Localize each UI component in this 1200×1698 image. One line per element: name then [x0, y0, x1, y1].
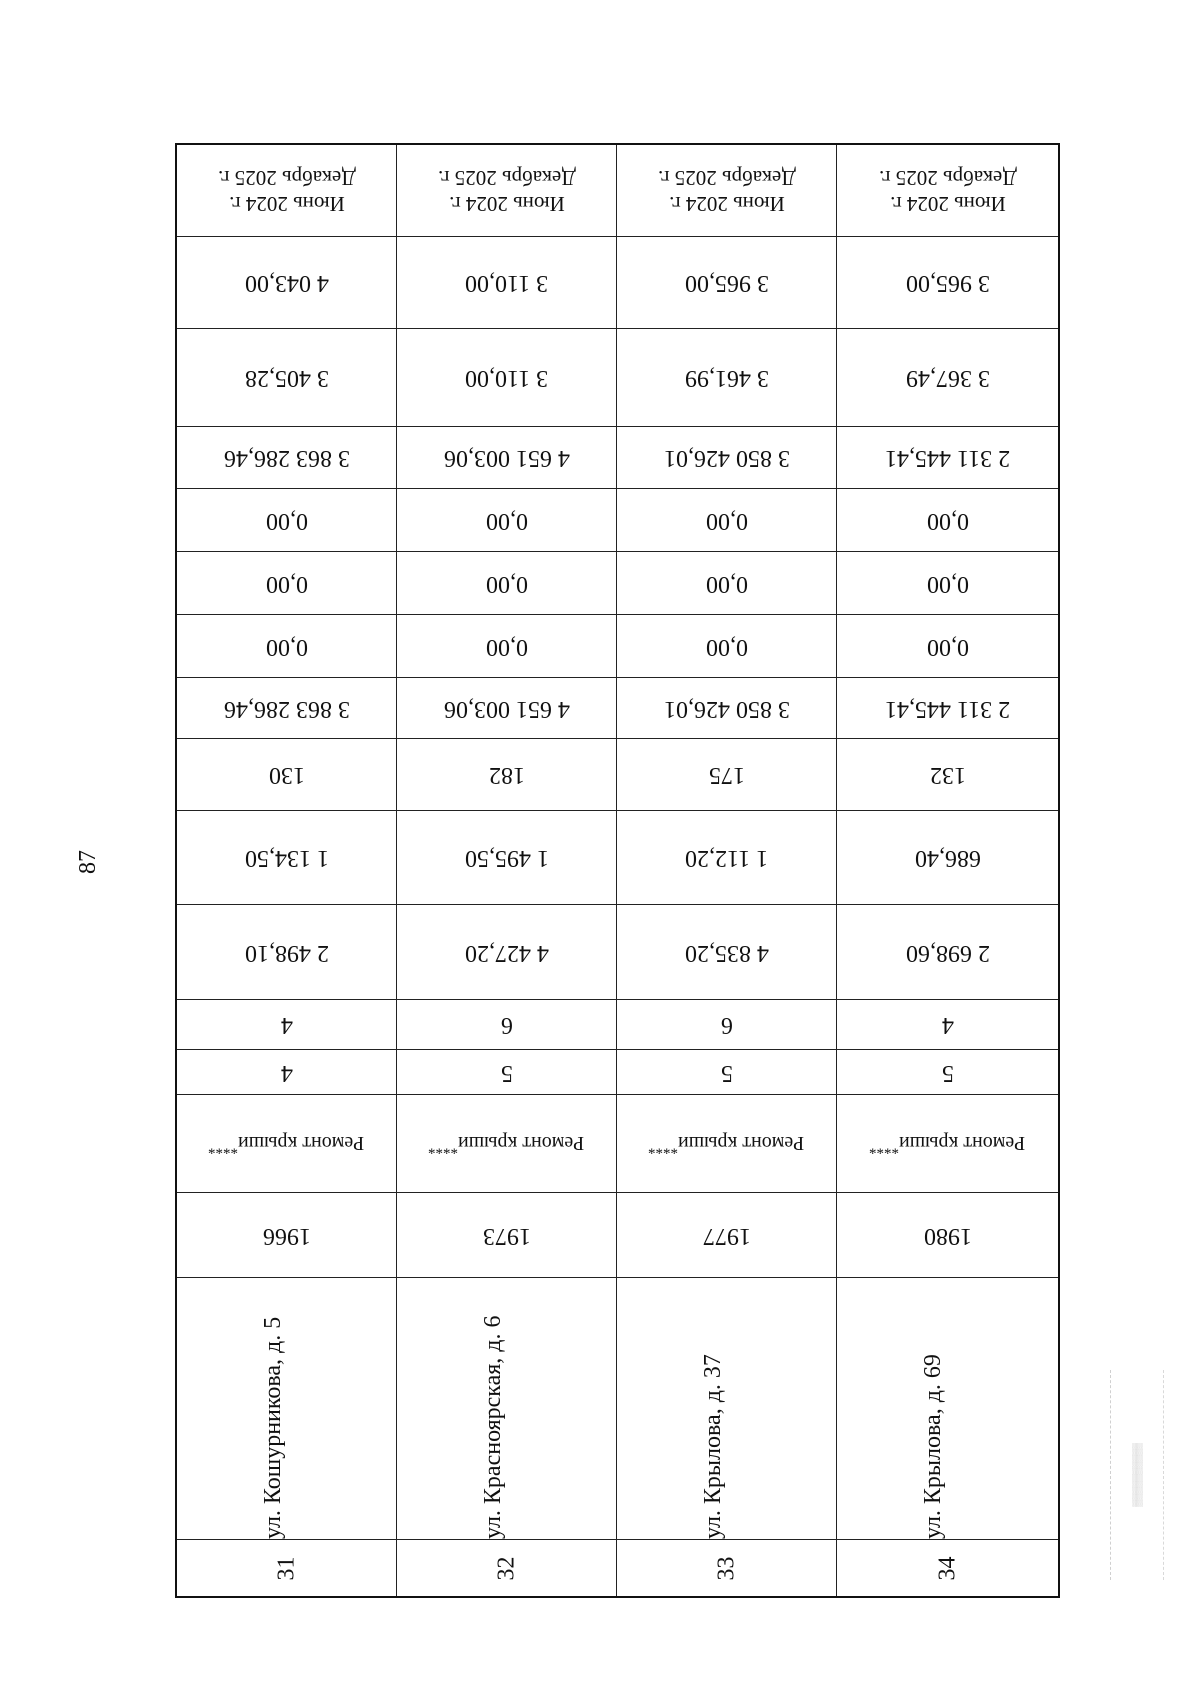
value-cell-c8 [837, 552, 1058, 615]
value-cell-c8 [177, 552, 397, 615]
value-cell-c4 [617, 811, 837, 905]
address-cell [837, 1278, 1058, 1596]
cell-value: 1 112,20 [684, 845, 769, 871]
value-cell-c9 [397, 489, 617, 552]
cell-value: 4 [280, 1059, 293, 1086]
value-cell-c5 [617, 739, 837, 811]
value-cell-c5 [397, 739, 617, 811]
cell-value: 3 863 286,46 [223, 695, 350, 722]
value-cell-c7 [177, 615, 397, 678]
work-type: Ремонт крыши**** [648, 1131, 805, 1157]
cell-value: 3 965,00 [684, 270, 769, 296]
cell-value: 3 850 426,01 [663, 445, 790, 471]
cell-value: 1 495,50 [464, 845, 549, 871]
work-type: Ремонт крыши**** [208, 1131, 365, 1157]
cell-value: 3 110,00 [464, 270, 549, 296]
cell-value: 3 405,28 [244, 365, 329, 391]
commission-year: 1980 [923, 1222, 972, 1249]
period-end: Декабрь 2025 г. [437, 165, 576, 190]
work-type-cell [617, 1095, 837, 1193]
cell-value: 0,00 [705, 633, 748, 660]
work-type-cell [837, 1095, 1058, 1193]
value-cell-c8 [617, 552, 837, 615]
cell-value: 4 427,20 [464, 939, 549, 966]
value-cell-c12 [617, 237, 837, 329]
period-cell [837, 145, 1058, 237]
value-cell-c7 [837, 615, 1058, 678]
value-cell-c6 [397, 678, 617, 739]
cell-value: 5 [500, 1059, 513, 1086]
value-cell-c4 [177, 811, 397, 905]
work-type: Ремонт крыши**** [869, 1131, 1026, 1157]
value-cell-c1 [177, 1050, 397, 1095]
value-cell-c2 [837, 1000, 1058, 1050]
address-cell [177, 1278, 397, 1596]
value-cell-c12 [837, 237, 1058, 329]
cell-value: 4 [941, 1012, 954, 1038]
value-cell-c3 [837, 905, 1058, 1000]
cell-value: 0,00 [926, 633, 969, 660]
cell-value: 3 367,49 [905, 365, 990, 391]
value-cell-c3 [617, 905, 837, 1000]
cell-value: 0,00 [485, 507, 528, 534]
work-type-cell [177, 1095, 397, 1193]
cell-value: 5 [941, 1059, 954, 1086]
cell-value: 0,00 [265, 633, 308, 660]
commission-year: 1977 [702, 1222, 751, 1249]
cell-value: 6 [500, 1012, 513, 1038]
cell-value: 0,00 [705, 570, 748, 597]
value-cell-c2 [617, 1000, 837, 1050]
year-cell [397, 1193, 617, 1278]
cell-value: 0,00 [265, 570, 308, 597]
value-cell-c2 [177, 1000, 397, 1050]
value-cell-c10 [177, 427, 397, 489]
cell-value: 686,40 [914, 845, 981, 871]
cell-value: 1 134,50 [244, 845, 329, 871]
period-start: Июнь 2024 г. [668, 191, 785, 216]
cell-value: 175 [708, 762, 745, 788]
house-address: ул. Крылова, д. 69 [920, 1354, 946, 1539]
value-cell-c6 [177, 678, 397, 739]
address-cell [397, 1278, 617, 1596]
value-cell-c7 [617, 615, 837, 678]
value-cell-c3 [397, 905, 617, 1000]
value-cell-c11 [177, 329, 397, 427]
house-address: ул. Крылова, д. 37 [700, 1354, 726, 1539]
cell-value: 3 965,00 [905, 270, 990, 296]
value-cell-c10 [617, 427, 837, 489]
house-address: ул. Кошурникова, д. 5 [260, 1316, 286, 1539]
period-cell [617, 145, 837, 237]
value-cell-c12 [177, 237, 397, 329]
cell-value: 0,00 [485, 633, 528, 660]
value-cell-c1 [617, 1050, 837, 1095]
roof-repair-table [175, 143, 1060, 1598]
value-cell-c9 [177, 489, 397, 552]
cell-value: 3 863 286,46 [223, 445, 350, 471]
cell-value: 4 043,00 [244, 270, 329, 296]
cell-value: 2 498,10 [244, 939, 329, 966]
period-start: Июнь 2024 г. [228, 191, 345, 216]
cell-value: 3 461,99 [684, 365, 769, 391]
work-footnote-mark: **** [648, 1140, 679, 1157]
value-cell-c8 [397, 552, 617, 615]
value-cell-c1 [397, 1050, 617, 1095]
cell-value: 4 835,20 [684, 939, 769, 966]
house-address: ул. Красноярская, д. 6 [480, 1315, 506, 1539]
address-cell [617, 1278, 837, 1596]
value-cell-c4 [837, 811, 1058, 905]
cell-value: 0,00 [705, 507, 748, 534]
page-number: 87 [74, 850, 101, 874]
cell-value: 132 [929, 762, 966, 788]
value-cell-c11 [617, 329, 837, 427]
cell-value: 4 651 003,06 [443, 445, 570, 471]
year-cell [617, 1193, 837, 1278]
value-cell-c10 [837, 427, 1058, 489]
cell-value: 3 110,00 [464, 365, 549, 391]
period-end: Декабрь 2025 г. [217, 165, 356, 190]
work-type: Ремонт крыши**** [428, 1131, 585, 1157]
value-cell-c11 [397, 329, 617, 427]
cell-value: 2 311 445,41 [884, 695, 1011, 722]
value-cell-c9 [617, 489, 837, 552]
value-cell-c11 [837, 329, 1058, 427]
cell-value: 0,00 [485, 570, 528, 597]
cell-value: 4 [280, 1012, 293, 1038]
value-cell-c6 [617, 678, 837, 739]
cell-value: 5 [720, 1059, 733, 1086]
row-number: 34 [934, 1556, 960, 1580]
row-number: 32 [493, 1556, 519, 1580]
value-cell-c2 [397, 1000, 617, 1050]
value-cell-c10 [397, 427, 617, 489]
value-cell-c4 [397, 811, 617, 905]
cell-value: 0,00 [265, 507, 308, 534]
row-number: 31 [273, 1556, 299, 1580]
year-cell [837, 1193, 1058, 1278]
cell-value: 2 311 445,41 [884, 445, 1011, 471]
value-cell-c7 [397, 615, 617, 678]
value-cell-c12 [397, 237, 617, 329]
period-start: Июнь 2024 г. [889, 191, 1006, 216]
cell-value: 3 850 426,01 [663, 695, 790, 722]
value-cell-c3 [177, 905, 397, 1000]
work-footnote-mark: **** [208, 1140, 239, 1157]
cell-value: 2 698,60 [905, 939, 990, 966]
value-cell-c6 [837, 678, 1058, 739]
cell-value: 0,00 [926, 570, 969, 597]
work-footnote-mark: **** [869, 1140, 900, 1157]
value-cell-c9 [837, 489, 1058, 552]
commission-year: 1966 [262, 1222, 311, 1249]
year-cell [177, 1193, 397, 1278]
period-cell [177, 145, 397, 237]
work-type-cell [397, 1095, 617, 1193]
commission-year: 1973 [482, 1222, 531, 1249]
period-start: Июнь 2024 г. [448, 191, 565, 216]
cell-value: 130 [268, 762, 305, 788]
cell-value: 0,00 [926, 507, 969, 534]
value-cell-c5 [177, 739, 397, 811]
scan-stamp: ▒▒▒▒▒▒▒▒▒▒ [1110, 1370, 1164, 1580]
period-end: Декабрь 2025 г. [878, 165, 1017, 190]
work-footnote-mark: **** [428, 1140, 459, 1157]
value-cell-c1 [837, 1050, 1058, 1095]
cell-value: 182 [488, 762, 525, 788]
cell-value: 6 [720, 1012, 733, 1038]
period-cell [397, 145, 617, 237]
row-number: 33 [713, 1556, 739, 1580]
value-cell-c5 [837, 739, 1058, 811]
cell-value: 4 651 003,06 [443, 695, 570, 722]
period-end: Декабрь 2025 г. [657, 165, 796, 190]
